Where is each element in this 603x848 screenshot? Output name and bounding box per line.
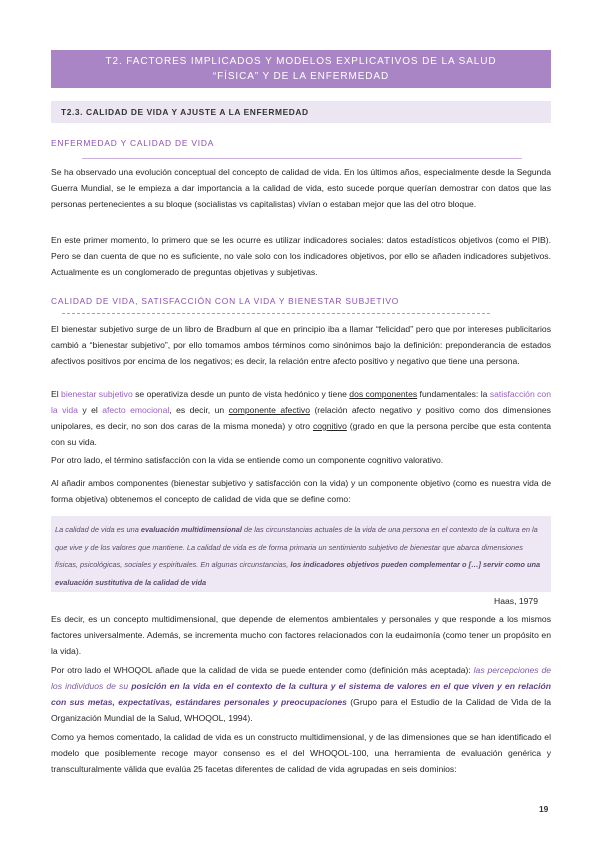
quote-text: La calidad de vida es una evaluación multidimensional de las circunstancias actuales de la vida de una persona en el contexto de la cultura en la que vive y de los valores que mantiene. La calidad de vida es de forma primaria un sentimiento subjetivo de bienestar que abarca dimensiones físicas, psicológicas, sociales y espirituales. En algunas circunstancias, los indicadores objetivos pueden complementar o […] servir como una evaluación sustitutiva de la calidad de vida: [55, 525, 541, 587]
section-title-enfermedad: ENFERMEDAD Y CALIDAD DE VIDA: [51, 138, 215, 148]
paragraph: Es decir, es un concepto multidimensional, que depende de elementos ambientales y personales y que responde a los mismos factores universalmente. Además, se incrementa mucho con factores relacionados con la eudaimonía (como tener un propósito en la vida).: [51, 614, 551, 656]
definition-quote: [51, 516, 551, 592]
chapter-header: [51, 50, 551, 88]
whoqol-definition-bold: posición en la vida en el contexto de la cultura y el sistema de valores en el que viven y en relación con sus metas, expectativas, estándares personales y preocupaciones: [51, 681, 552, 707]
subsection-header: T2.3. CALIDAD DE VIDA Y AJUSTE A LA ENFERMEDAD: [51, 101, 551, 123]
chapter-title-line2: “FÍSICA” Y DE LA ENFERMEDAD: [212, 71, 390, 82]
chapter-title-line1: T2. FACTORES IMPLICADOS Y MODELOS EXPLICATIVOS DE LA SALUD: [105, 56, 497, 67]
term-cognitivo: cognitivo: [312, 421, 347, 431]
paragraph: Al añadir ambos componentes (bienestar subjetivo y satisfacción con la vida) y un componente objetivo (como es nuestra vida de forma objetiva) obtenemos el concepto de calidad de vida que se define como:: [51, 478, 551, 504]
section-divider: [62, 313, 490, 314]
paragraph: Por otro lado, el término satisfacción con la vida se entiende como un componente cognitivo valorativo.: [51, 455, 444, 465]
paragraph-componentes: El bienestar subjetivo se operativiza desde un punto de vista hedónico y tiene dos componentes fundamentales: la satisfacción con la vida y el afecto emocional, es decir, un componente afectivo (relación afecto negativo y positivo como dos dimensiones unipolares, es decir, no son dos caras de la misma moneda) y otro cognitivo (grado en que la persona percibe que esta contenta con su vida.: [51, 389, 551, 447]
term-satisfaccion: satisfacción con la vida: [51, 389, 551, 415]
term-bienestar-subjetivo: bienestar subjetivo: [61, 389, 133, 399]
paragraph: El bienestar subjetivo surge de un libro de Bradburn al que en principio iba a llamar “felicidad” pero que por intereses publicitarios cambió a “bienestar subjetivo”, por ello tomamos ambos términos como sinónimos bajo la definición: preponderancia de estados afectivos positivos por encima de los negativos; es decir, la relación entre afecto positivo y negativo que tiene una persona.: [51, 324, 551, 366]
quote-citation: Haas, 1979: [494, 596, 538, 606]
page-number: 19: [539, 804, 549, 814]
term-componente-afectivo: componente afectivo: [228, 405, 310, 415]
paragraph: En este primer momento, lo primero que se les ocurre es utilizar indicadores sociales: datos estadísticos objetivos (como el PIB). Pero se dan cuenta de que no es suficiente, no vale solo con los indicadores objetivos, por ello se añaden indicadores subjetivos. Actualmente es un conglomerado de preguntas objetivas y subjetivas.: [51, 235, 551, 277]
paragraph-whoqol: Por otro lado el WHOQOL añade que la calidad de vida se puede entender como (definición más aceptada): las percepciones de los individuos de su posición en la vida en el contexto de la cultura y el sistema de valores en el que viven y en relación con sus metas, expectativas, estándares personales y preocupaciones (Grupo para el Estudio de la Calidad de Vida de la Organización Mundial de la Salud, WHOQOL, 1994).: [51, 665, 552, 723]
paragraph: Se ha observado una evolución conceptual del concepto de calidad de vida. En los últimos años, especialmente desde la Segunda Guerra Mundial, se le empieza a dar importancia a la calidad de vida, esto sucede porque querían demostrar con datos que las personas pertenecientes a su bloque (socialistas vs capitalistas) vivían o estaban mejor que las del otro bloque.: [51, 167, 551, 209]
term-afecto-emocional: afecto emocional: [102, 405, 170, 415]
whoqol-definition: las percepciones de los individuos de su: [51, 665, 551, 691]
term-dos-componentes: dos componentes: [349, 389, 418, 399]
section-divider: [82, 158, 522, 159]
section-title-bienestar: CALIDAD DE VIDA, SATISFACCIÓN CON LA VIDA Y BIENESTAR SUBJETIVO: [51, 296, 400, 306]
paragraph: Como ya hemos comentado, la calidad de vida es un constructo multidimensional, y de las dimensiones que se han identificado el modelo que posiblemente recoge mayor consenso es el del WHOQOL-100, una herramienta de evaluación genérica y transculturalmente válida que evalúa 25 facetas diferentes de calidad de vida agrupadas en seis dominios:: [51, 732, 551, 774]
